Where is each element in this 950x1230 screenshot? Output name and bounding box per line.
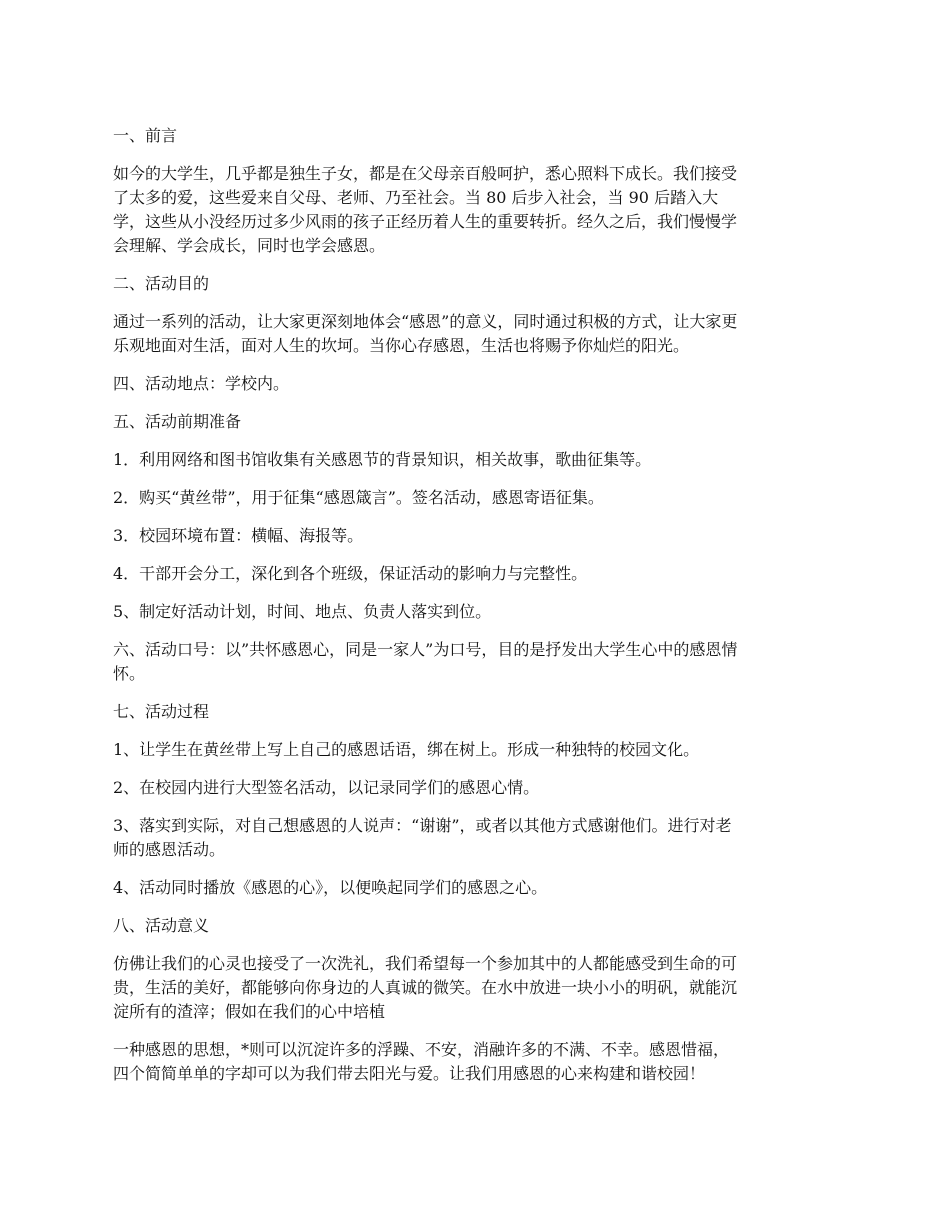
list-item-prep-5: 5、制定好活动计划，时间、地点、负责人落实到位。 xyxy=(113,602,492,621)
list-item-prep-2: 2．购买“黄丝带”，用于征集“感恩箴言”。签名活动，感恩寄语征集。 xyxy=(113,488,604,507)
list-item-prep-3: 3．校园环境布置：横幅、海报等。 xyxy=(113,526,364,545)
paragraph-slogan: 六、活动口号：以”共怀感恩心，同是一家人”为口号，目的是抒发出大学生心中的感恩情 怀。 xyxy=(113,640,738,683)
heading-purpose: 二、活动目的 xyxy=(113,274,210,293)
paragraph-significance-2: 一种感恩的思想，*则可以沉淀许多的浮躁、不安，消融许多的不满、不幸。感恩惜福， 四个简简单单的字却可以为我们带去阳光与爱。让我们用感恩的心来构建和谐校园！ xyxy=(113,1040,730,1083)
heading-preparation: 五、活动前期准备 xyxy=(113,412,242,431)
document-body xyxy=(113,124,838,1100)
paragraph-significance-1: 仿佛让我们的心灵也接受了一次洗礼，我们希望每一个参加其中的人都能感受到生命的可 贵，生活的美好，都能够向你身边的人真诚的微笑。在水中放进一块小小的明矾，就能沉 淀所有的渣滓；假如在我们的心中培植 xyxy=(113,954,738,1021)
paragraph-location: 四、活动地点：学校内。 xyxy=(113,374,290,393)
paragraph-purpose-text: 通过一系列的活动，让大家更深刻地体会“感恩”的意义，同时通过积极的方式，让大家更 乐观地面对生活，面对人生的坎坷。当你心存感恩，生活也将赐予你灿烂的阳光。 xyxy=(113,312,738,355)
heading-preface: 一、前言 xyxy=(113,126,178,145)
list-item-process-3: 3、落实到实际，对自己想感恩的人说声：“谢谢”，或者以其他方式感谢他们。进行对老 师的感恩活动。 xyxy=(113,816,732,859)
heading-significance: 八、活动意义 xyxy=(113,916,210,935)
heading-process: 七、活动过程 xyxy=(113,702,210,721)
list-item-prep-1: 1．利用网络和图书馆收集有关感恩节的背景知识，相关故事，歌曲征集等。 xyxy=(113,450,652,469)
list-item-prep-4: 4．干部开会分工，深化到各个班级，保证活动的影响力与完整性。 xyxy=(113,564,588,583)
list-item-process-1: 1、让学生在黄丝带上写上自己的感恩话语，绑在树上。形成一种独特的校园文化。 xyxy=(113,740,700,759)
list-item-process-2: 2、在校园内进行大型签名活动，以记录同学们的感恩心情。 xyxy=(113,778,540,797)
paragraph-preface-text: 如今的大学生，几乎都是独生子女，都是在父母亲百般呵护，悉心照料下成长。我们接受 了太多的爱，这些爱来自父母、老师、乃至社会。当 80 后步入社会，当 90 后踏入大 学，这些从小没经历过多少风雨的孩子正经历着人生的重要转折。经久之后，我们慢慢学 会理解、学会成长，同时也学会感恩。 xyxy=(113,164,738,255)
list-item-process-4: 4、活动同时播放《感恩的心》，以便唤起同学们的感恩之心。 xyxy=(113,878,548,897)
